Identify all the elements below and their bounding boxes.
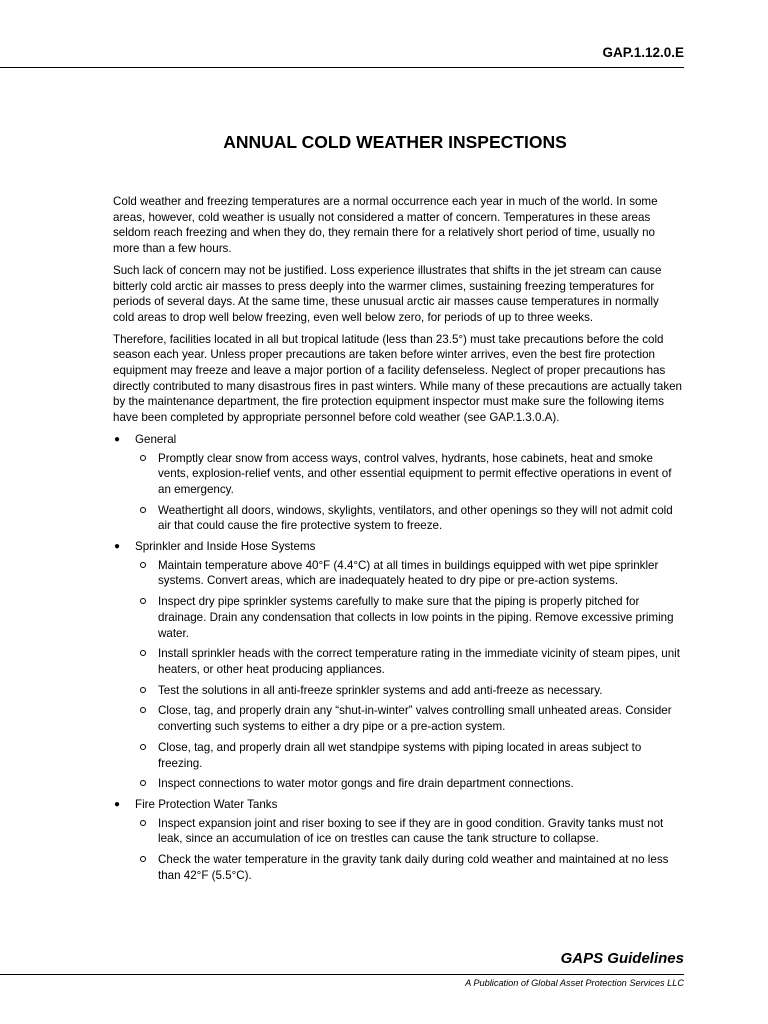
list-item: Check the water temperature in the gravity tank daily during cold weather and maintained at no less than 42°F (5.5°C). xyxy=(135,852,683,883)
circle-bullet-icon xyxy=(140,707,146,713)
list-item: Inspect dry pipe sprinkler systems carefully to make sure that the piping is properly pitched for drainage. Drain any condensation that collects in low points in the piping. Remove excessive priming water. xyxy=(135,594,683,641)
circle-bullet-icon xyxy=(140,455,146,461)
list-item: Inspect connections to water motor gongs and fire drain department connections. xyxy=(135,776,683,792)
circle-bullet-icon xyxy=(140,780,146,786)
bullet-icon: ● xyxy=(114,433,121,445)
precautions-paragraph: Therefore, facilities located in all but tropical latitude (less than 23.5°) must take precautions before the cold season each year. Unless proper precautions are taken before winter arrives, even the best fire protection equipment may freeze and leave a major portion of a facility defenseless. Neglect of proper precautions has directly contributed to many disastrous fires in past winters. While many of these precautions are actually taken by the maintenance department, the fire protection equipment inspector must make sure the following items have been completed by appropriate personnel before cold weather (see GAP.1.3.0.A). xyxy=(113,332,683,425)
footer-title: GAPS Guidelines xyxy=(560,950,684,967)
section-items xyxy=(135,816,683,884)
section-heading: General xyxy=(135,432,177,446)
section-heading: Fire Protection Water Tanks xyxy=(135,797,278,811)
section-items xyxy=(135,558,683,792)
list-item: Close, tag, and properly drain any “shut-in-winter” valves controlling small unheated areas. Consider converting such systems to either a dry pipe or a pre-action system. xyxy=(135,703,683,734)
circle-bullet-icon xyxy=(140,507,146,513)
footer-publisher: A Publication of Global Asset Protection Services LLC xyxy=(465,978,684,988)
inspection-checklist xyxy=(113,432,683,884)
section-water-tanks xyxy=(113,797,683,884)
section-heading: Sprinkler and Inside Hose Systems xyxy=(135,540,316,554)
circle-bullet-icon xyxy=(140,856,146,862)
circle-bullet-icon xyxy=(140,687,146,693)
page-title: ANNUAL COLD WEATHER INSPECTIONS xyxy=(223,132,567,152)
footer-divider xyxy=(0,974,684,975)
list-item: Install sprinkler heads with the correct temperature rating in the immediate vicinity of steam pipes, unit heaters, or other heat producing appliances. xyxy=(135,646,683,677)
circle-bullet-icon xyxy=(140,650,146,656)
document-body xyxy=(113,194,683,888)
circle-bullet-icon xyxy=(140,598,146,604)
section-items xyxy=(135,451,683,535)
circle-bullet-icon xyxy=(140,820,146,826)
bullet-icon: ● xyxy=(114,541,121,553)
section-sprinkler xyxy=(113,539,683,792)
list-item: Maintain temperature above 40°F (4.4°C) at all times in buildings equipped with wet pipe sprinkler systems. Convert areas, which are inadequately heated to dry pipe or pre-action systems. xyxy=(135,558,683,589)
intro-paragraph: Cold weather and freezing temperatures are a normal occurrence each year in much of the world. In some areas, however, cold weather is usually not considered a matter of concern. Temperatures in these areas seldom reach freezing and when they do, they remain there for a relatively short period of time, usually no more than a few hours. xyxy=(113,195,658,256)
concern-paragraph: Such lack of concern may not be justified. Loss experience illustrates that shifts in the jet stream can cause bitterly cold arctic air masses to press deeply into the warmer climes, sustaining freezing temperatures for periods of several days. At the same time, these unusual arctic air masses cause temperatures in normally cold areas to drop well below freezing, even well below zero, for periods of up to three weeks. xyxy=(113,263,662,324)
list-item: Weathertight all doors, windows, skylights, ventilators, and other openings so they will not admit cold air that could cause the fire protective system to freeze. xyxy=(135,503,683,534)
section-general xyxy=(113,432,683,534)
list-item: Inspect expansion joint and riser boxing to see if they are in good condition. Gravity tanks must not leak, since an accumulation of ice on trestles can cause the tank structure to collapse. xyxy=(135,816,683,847)
list-item: Promptly clear snow from access ways, control valves, hydrants, hose cabinets, heat and smoke vents, explosion-relief vents, and other essential equipment to permit effective operations in event of an emergency. xyxy=(135,451,683,498)
header-divider xyxy=(0,67,684,68)
circle-bullet-icon xyxy=(140,744,146,750)
document-code: GAP.1.12.0.E xyxy=(602,45,684,60)
circle-bullet-icon xyxy=(140,562,146,568)
bullet-icon: ● xyxy=(114,798,121,810)
list-item: Test the solutions in all anti-freeze sprinkler systems and add anti-freeze as necessary. xyxy=(135,683,683,699)
list-item: Close, tag, and properly drain all wet standpipe systems with piping located in areas subject to freezing. xyxy=(135,740,683,771)
